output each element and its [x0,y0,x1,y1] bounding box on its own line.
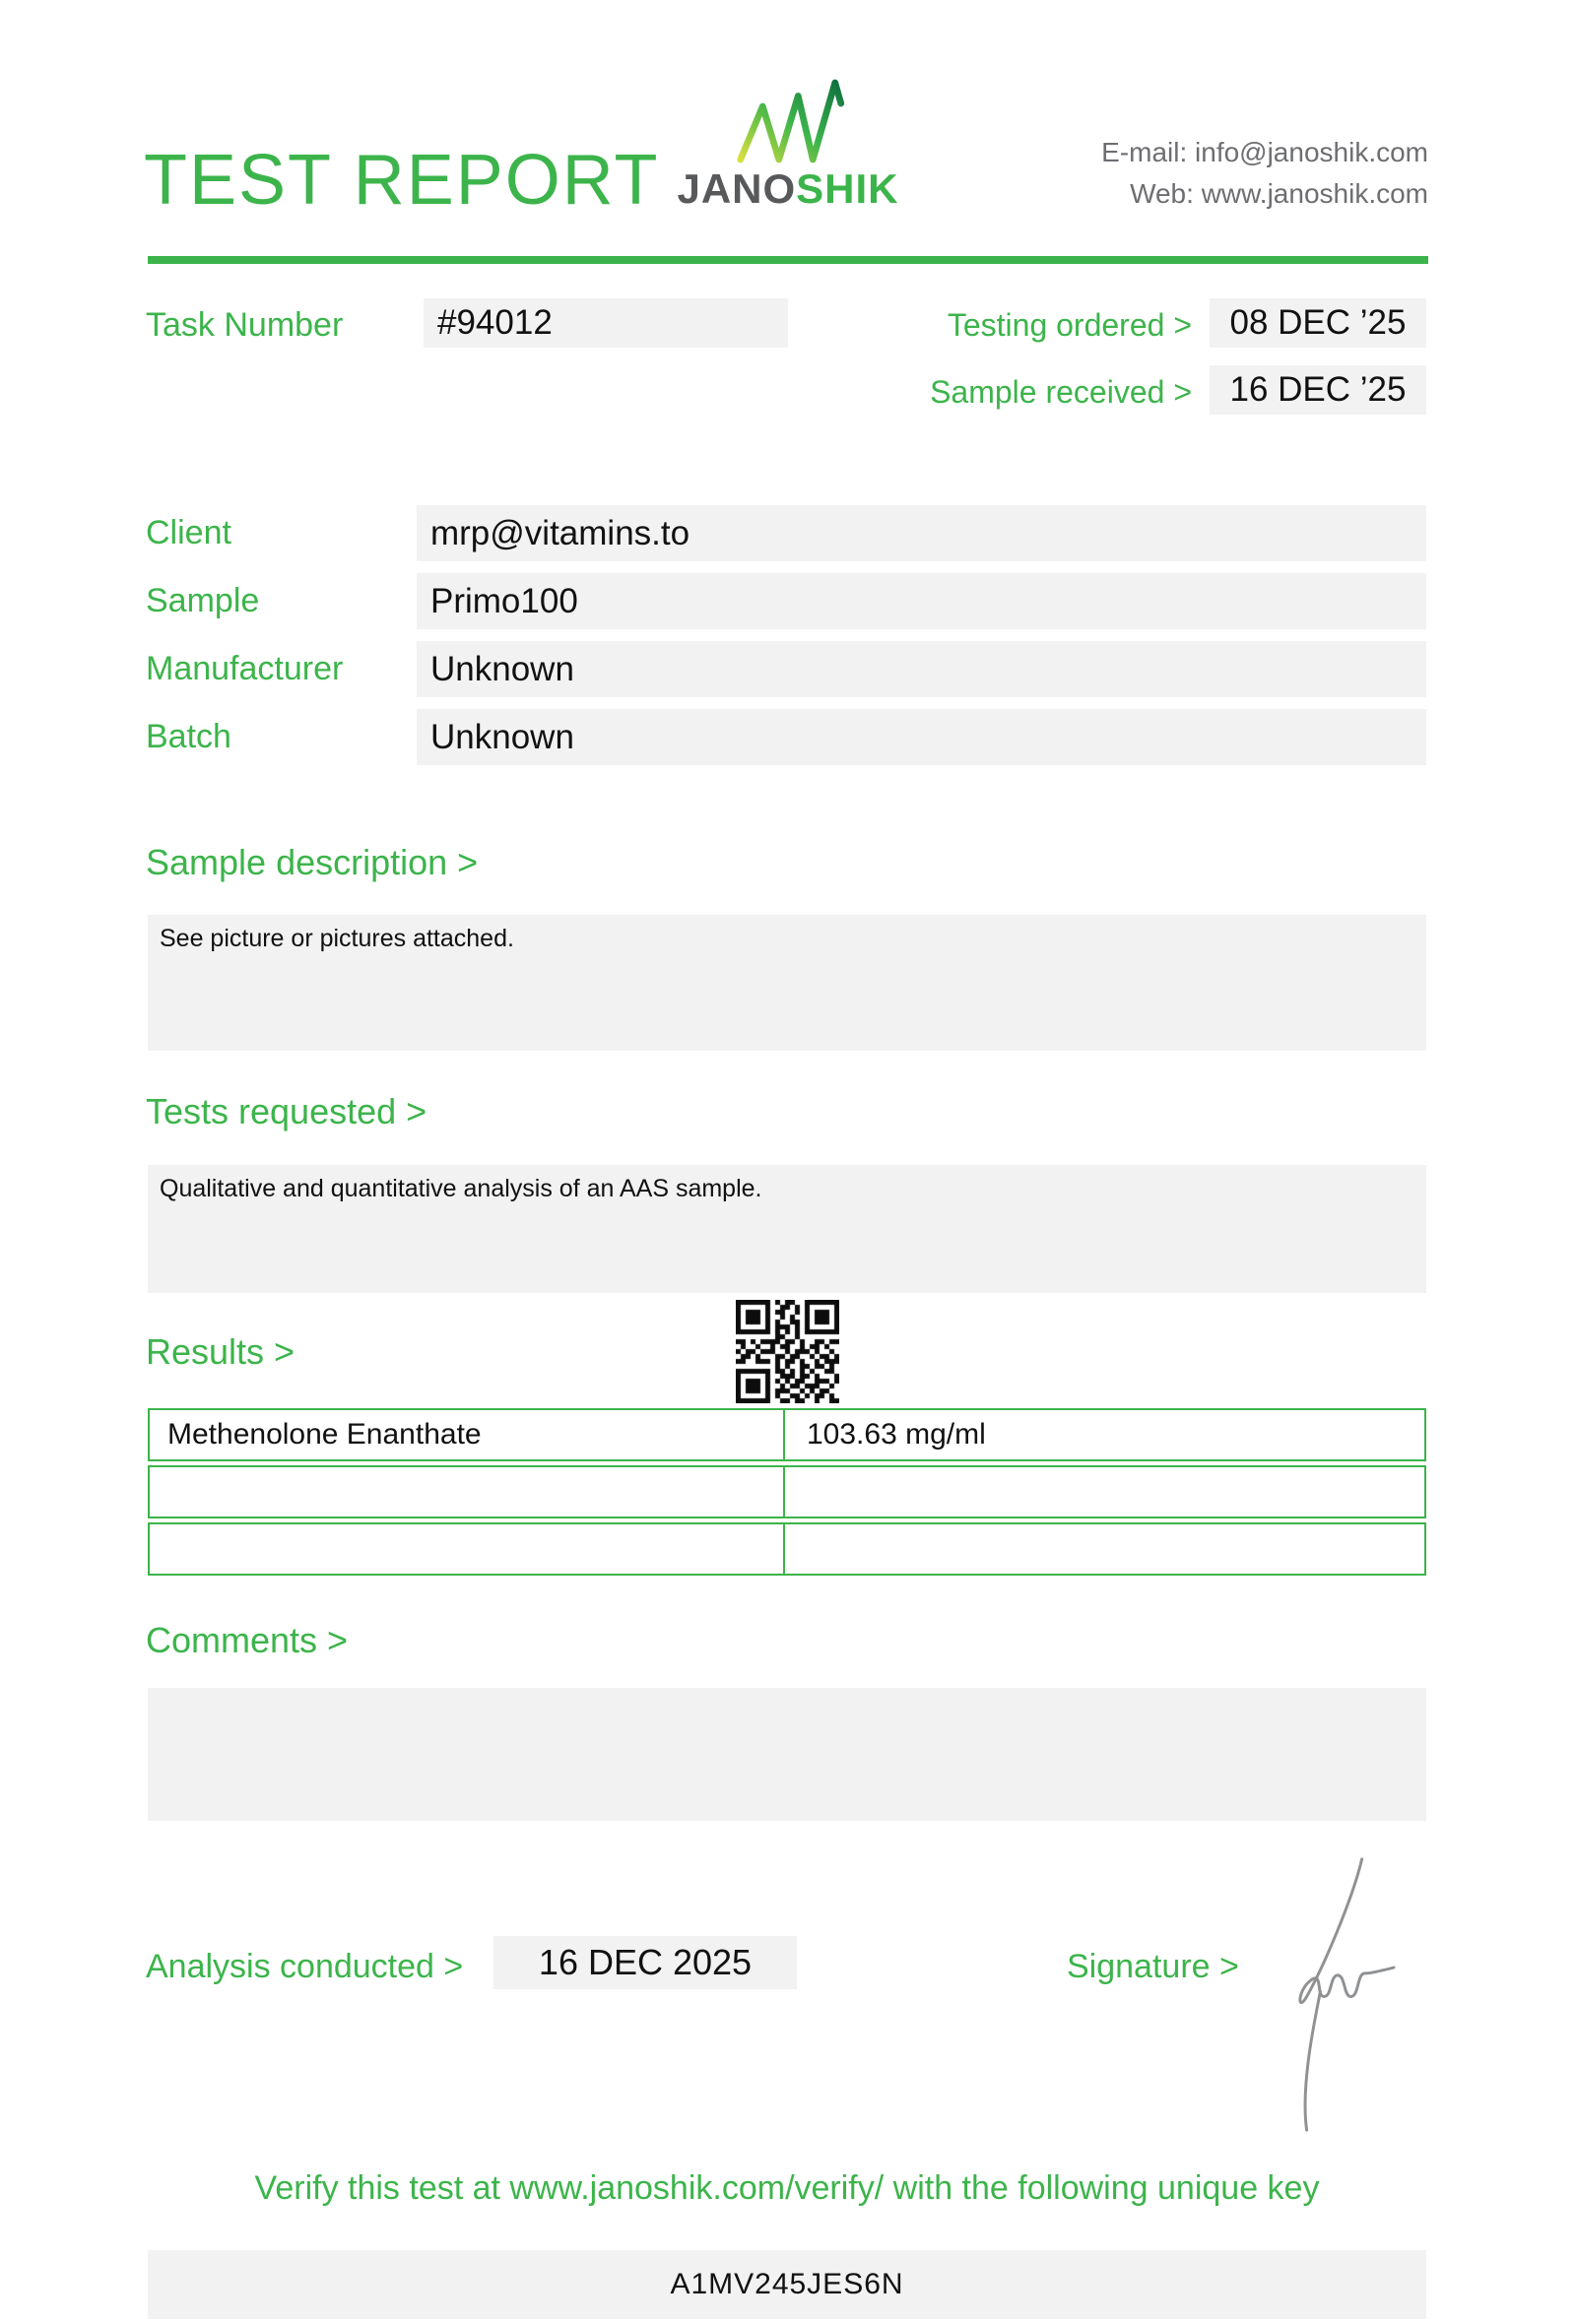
analysis-conducted-label: Analysis conducted > [146,1948,464,1985]
janoshik-logo-icon [731,77,849,165]
client-label: Client [146,514,231,551]
signature-label: Signature > [1067,1948,1239,1985]
sample-received-label: Sample received > [930,374,1192,410]
table-row [148,1408,1426,1461]
analyte-cell: Methenolone Enanthate [150,1410,785,1459]
comments-box [148,1688,1426,1821]
testing-ordered-value: 08 DEC ’25 [1210,298,1426,348]
qr-code [736,1300,839,1403]
info-row-batch [0,709,1576,765]
result-cell: 103.63 mg/ml [807,1418,986,1451]
info-row-manufacturer [0,641,1576,697]
sample-description-heading: Sample description > [146,842,479,882]
wordmark-dark-part: JANO [677,165,797,212]
contact-email: E-mail: info@janoshik.com [1101,137,1428,167]
analyte-cell [150,1467,785,1517]
sample-value: Primo100 [417,573,1426,629]
tests-requested-text: Qualitative and quantitative analysis of an AAS sample. [160,1175,762,1202]
contact-web: Web: www.janoshik.com [1130,178,1428,209]
unique-key-bar [148,2250,1426,2319]
results-heading: Results > [146,1331,296,1372]
table-row [148,1522,1426,1576]
client-value: mrp@vitamins.to [417,505,1426,561]
page-title: TEST REPORT [144,141,660,220]
wordmark-green-part: SHIK [796,165,899,212]
unique-key-value: A1MV245JES6N [670,2268,904,2300]
sample-received-value: 16 DEC ’25 [1210,365,1426,415]
verify-text: Verify this test at www.janoshik.com/verify/ with the following unique key [254,2169,1320,2207]
sample-description-box [148,915,1426,1051]
manufacturer-label: Manufacturer [146,650,344,687]
analysis-date-value: 16 DEC 2025 [493,1936,797,1989]
testing-ordered-label: Testing ordered > [947,307,1192,343]
batch-value: Unknown [417,709,1426,765]
sample-description-text: See picture or pictures attached. [160,925,514,952]
batch-label: Batch [146,718,231,755]
tests-requested-heading: Tests requested > [146,1091,427,1131]
result-cell [785,1524,1424,1574]
results-table [148,1408,1426,1580]
signature-image [1269,1851,1416,2142]
table-row [148,1465,1426,1518]
comments-heading: Comments > [146,1620,349,1660]
task-number-value: #94012 [424,298,788,348]
tests-requested-box [148,1165,1426,1293]
task-number-label: Task Number [146,306,344,344]
manufacturer-value: Unknown [417,641,1426,697]
janoshik-wordmark [645,165,931,213]
result-cell [785,1467,1424,1517]
contact-block [975,132,1428,215]
sample-label: Sample [146,582,260,619]
info-row-sample [0,573,1576,629]
header-rule [148,256,1428,264]
analyte-cell [150,1524,785,1574]
info-row-client [0,505,1576,561]
